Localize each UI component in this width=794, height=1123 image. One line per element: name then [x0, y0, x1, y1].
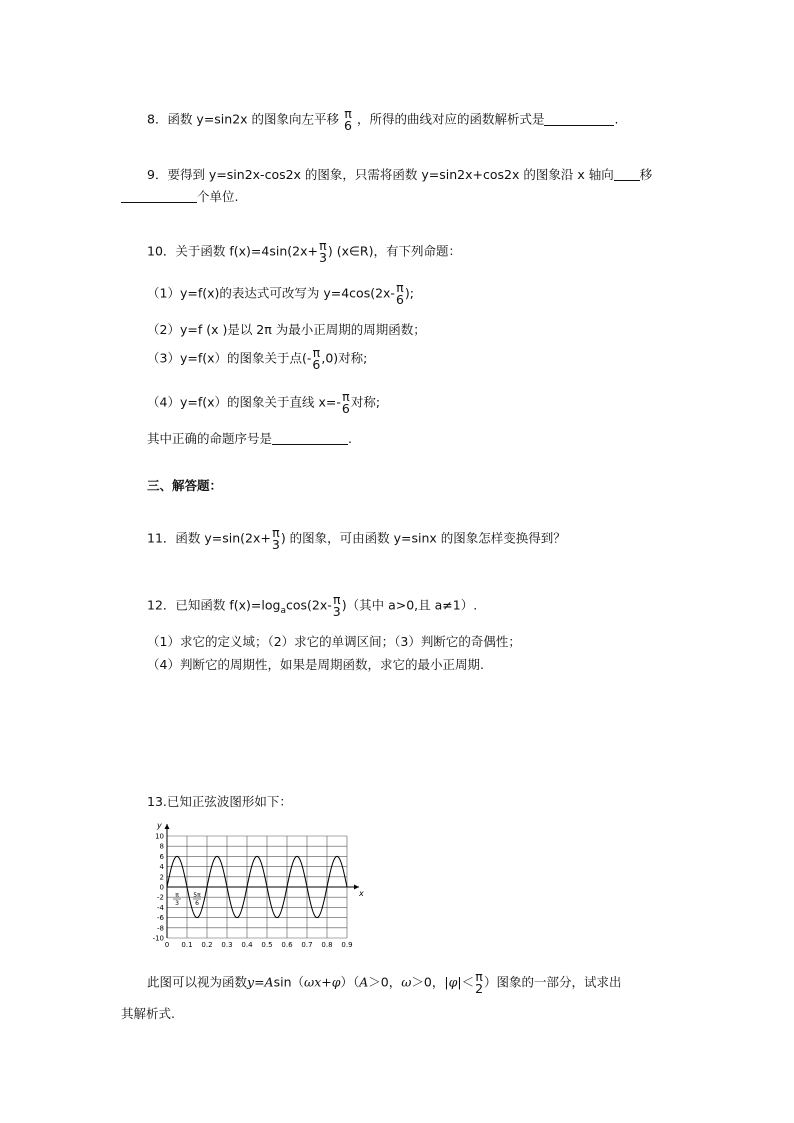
x-tick-label: 0.3: [221, 941, 233, 948]
q10-proposition-1: （1）y=f(x)的表达式可改写为 y=4cos(2x- π 6 );: [147, 280, 414, 307]
y-tick-label: -10: [152, 934, 164, 943]
y-tick-label: 10: [155, 832, 164, 841]
question-12-stem: 12．已知函数 $f(x)=\log_a\cos(2x-$ π 3 )（其中 a>0,且 a≠1）.: [147, 592, 478, 619]
q10-proposition-3: （3）y=f(x）的图象关于点(- π 6 ,0)对称;: [147, 345, 368, 372]
x-tick-label: 0: [164, 941, 170, 948]
q10-conclusion: 其中正确的命题序号是 .: [147, 431, 352, 446]
annotation-denominator: 3: [175, 900, 179, 907]
x-tick-label: 0.6: [281, 941, 293, 948]
q9-units-blank[interactable]: [121, 189, 197, 203]
x-axis-label: x: [359, 889, 364, 898]
question-13-line2: 其解析式.: [121, 1006, 175, 1021]
y-tick-label: -8: [157, 924, 164, 933]
question-8: 8．函数 y=sin2x 的图象向左平移 π 6 ，所得的曲线对应的函数解析式是 .: [147, 106, 619, 133]
annotation-denominator: 6: [195, 900, 199, 907]
q8-text-after: ，所得的曲线对应的函数解析式是: [356, 111, 545, 127]
q8-answer-blank[interactable]: [544, 112, 614, 126]
y-axis-label: y: [157, 821, 162, 830]
y-axis-arrow: [165, 824, 170, 829]
question-9-line2: 个单位.: [121, 187, 238, 205]
q8-fraction: π 6: [344, 106, 352, 133]
q10-proposition-4: （4）y=f(x）的图象关于直线 x=- π 6 对称;: [147, 389, 381, 416]
x-tick-label: 0.4: [241, 941, 253, 948]
x-tick-label: 0.2: [201, 941, 213, 948]
annotation-numerator: π: [175, 892, 179, 899]
q8-text-before: 8．函数 y=sin2x 的图象向左平移: [147, 111, 340, 127]
x-tick-label: 0.1: [181, 941, 193, 948]
y-tick-label: 2: [159, 873, 164, 882]
x-tick-label: 0.5: [261, 941, 273, 948]
question-13-title: 13.已知正弦波图形如下：: [147, 794, 292, 809]
y-tick-label: -2: [157, 893, 164, 902]
q9-direction-blank[interactable]: [614, 167, 640, 181]
question-12-line3: （4）判断它的周期性，如果是周期函数，求它的最小正周期.: [147, 657, 484, 672]
question-11: 11．函数 y=sin(2x+ π 3 ) 的图象，可由函数 y=sinx 的图象怎样变换得到？: [147, 525, 566, 552]
x-tick-label: 0.9: [341, 941, 353, 948]
question-13-line1: 此图可以视为函数y=Asin（ωx+φ）（A＞0，ω＞0，|φ|＜ π 2 ）图象的一部分，试求出: [147, 969, 622, 996]
y-tick-label: 0: [159, 883, 164, 892]
annotation-numerator: 5π: [193, 892, 201, 899]
x-tick-label: 0.8: [321, 941, 333, 948]
y-tick-label: -6: [157, 914, 164, 923]
question-10-stem: 10．关于函数 f(x)=4sin(2x+ π 3 ) (x∈R)，有下列命题：: [147, 238, 461, 265]
section-heading-3: 三、解答题：: [147, 478, 223, 493]
x-tick-label: 0.7: [301, 941, 313, 948]
question-12-line2: （1）求它的定义域；（2）求它的单调区间；（3）判断它的奇偶性；: [147, 634, 521, 649]
sine-wave-chart: [145, 816, 375, 948]
q10-proposition-2: （2）y=f (x )是以 2π 为最小正周期的周期函数；: [147, 322, 426, 337]
question-9-line1: 9．要得到 y=sin2x-cos2x 的图象，只需将函数 y=sin2x+cos2x 的图象沿 x 轴向 移: [147, 167, 653, 182]
q10-answer-blank[interactable]: [272, 431, 348, 445]
y-tick-label: 4: [159, 863, 164, 872]
y-tick-label: -4: [157, 903, 164, 912]
y-tick-label: 8: [159, 842, 164, 851]
y-tick-label: 6: [159, 852, 164, 861]
